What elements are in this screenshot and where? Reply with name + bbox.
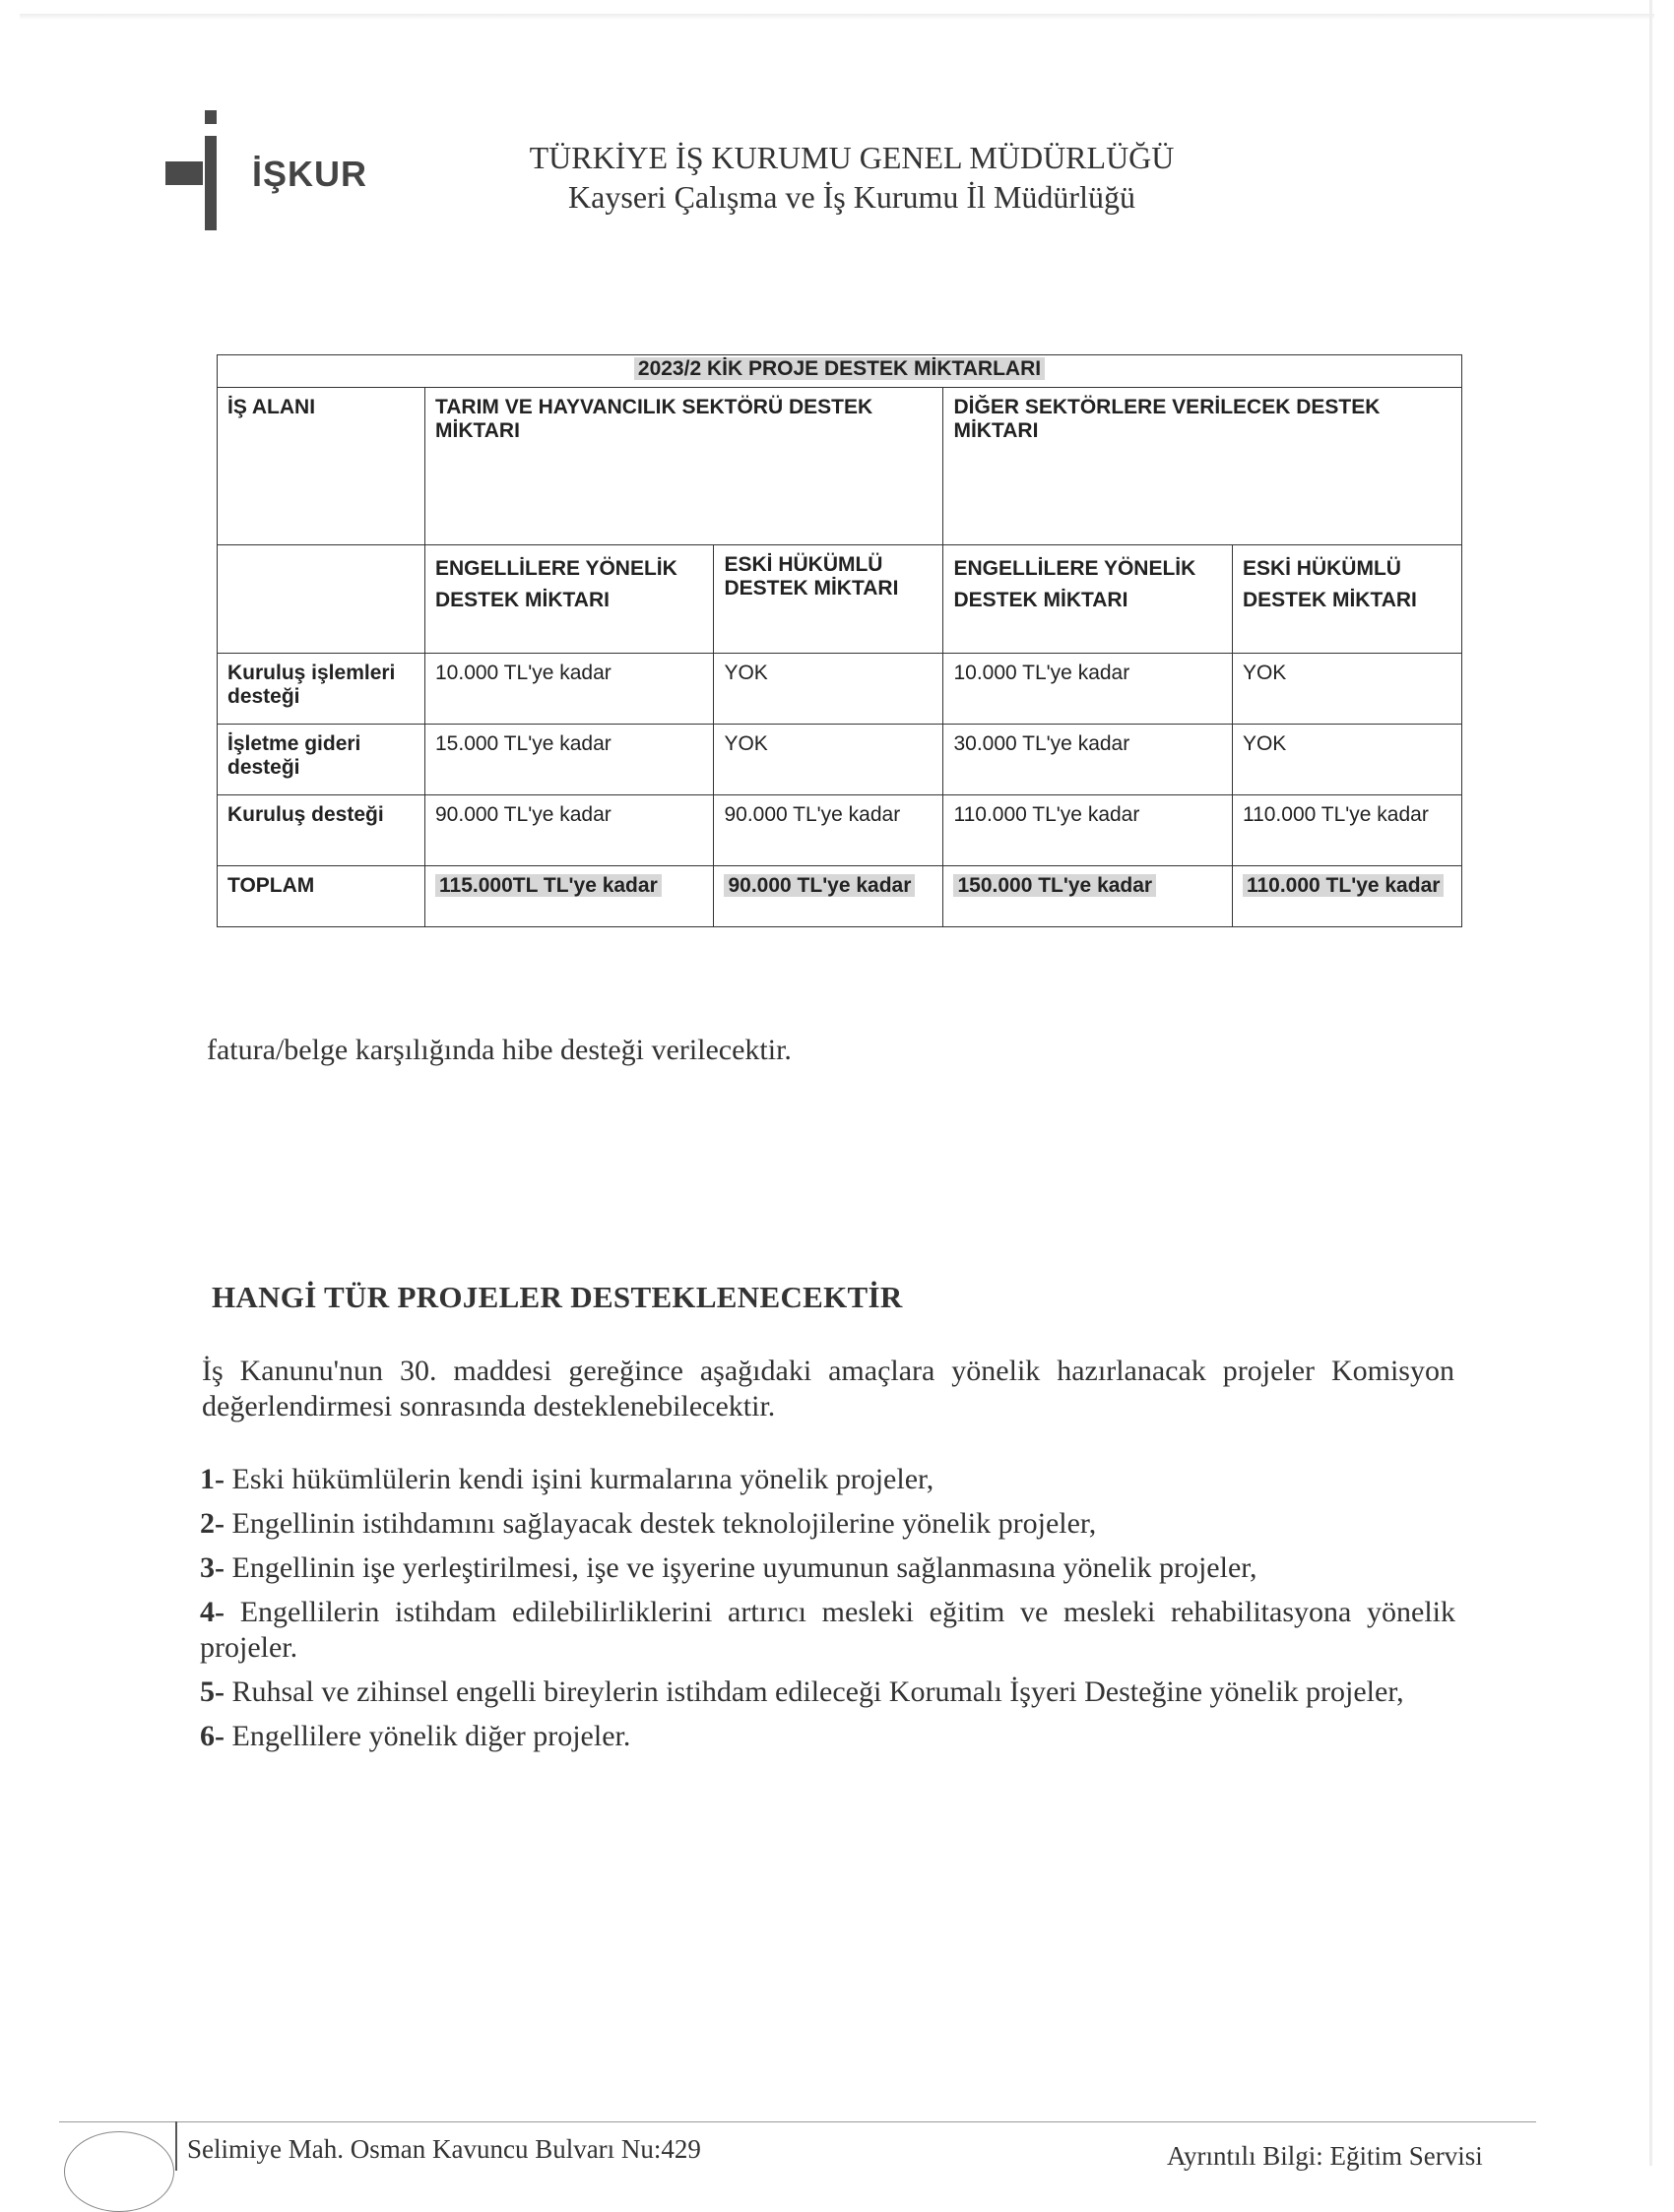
institution-name: TÜRKİYE İŞ KURUMU GENEL MÜDÜRLÜĞÜ <box>529 140 1175 175</box>
table-caption-row <box>218 355 1462 388</box>
footer-divider <box>175 2121 177 2171</box>
footer-address: Selimiye Mah. Osman Kavuncu Bulvarı Nu:429 <box>187 2134 701 2164</box>
logo-mark-dot <box>205 110 217 124</box>
table-cell: YOK <box>714 725 943 795</box>
total-cell: 115.000TL TL'ye kadar <box>425 866 714 927</box>
list-item: 2- Engellinin istihdamını sağlayacak destek teknolojilerine yönelik projeler, <box>200 1507 1097 1540</box>
footer-rule <box>59 2121 1536 2122</box>
list-item: 5- Ruhsal ve zihinsel engelli bireylerin istihdam edileceği Korumalı İşyeri Desteğine yönelik projeler, <box>200 1675 1404 1708</box>
header-empty-cell <box>218 545 425 654</box>
sub-header-cell: ESKİ HÜKÜMLÜ DESTEK MİKTARI <box>1232 545 1461 654</box>
table-cell: 30.000 TL'ye kadar <box>943 725 1232 795</box>
logo-text: İŞKUR <box>252 154 368 194</box>
directorate-name: Kayseri Çalışma ve İş Kurumu İl Müdürlüğü <box>568 179 1135 215</box>
grant-note: fatura/belge karşılığında hibe desteği verilecektir. <box>207 1034 792 1066</box>
table-cell: YOK <box>714 654 943 725</box>
section-heading: HANGİ TÜR PROJELER DESTEKLENECEKTİR <box>212 1280 903 1314</box>
row-label: Kuruluş işlemleri desteği <box>218 654 425 725</box>
list-item: 6- Engellilere yönelik diğer projeler. <box>200 1720 631 1752</box>
total-cell: 150.000 TL'ye kadar <box>943 866 1232 927</box>
table-sub-header-row <box>218 545 1462 654</box>
table-row <box>218 725 1462 795</box>
list-item: 3- Engellinin işe yerleştirilmesi, işe ve işyerine uyumunun sağlanmasına yönelik projeler, <box>200 1551 1257 1584</box>
scan-top-edge <box>20 14 1654 20</box>
section-paragraph: İş Kanunu'nun 30. maddesi gereğince aşağıdaki amaçlara yönelik hazırlanacak projeler Komisyon değerlendirmesi sonrasında desteklenebilecektir. <box>202 1355 1454 1422</box>
header-diger-group: DİĞER SEKTÖRLERE VERİLECEK DESTEK MİKTARI <box>943 388 1462 545</box>
logo-mark-arm <box>165 161 203 185</box>
table-cell: 15.000 TL'ye kadar <box>425 725 714 795</box>
table-cell: 10.000 TL'ye kadar <box>425 654 714 725</box>
list-item: 4- Engellilerin istihdam edilebilirliklerini artırıcı mesleki eğitim ve mesleki rehabilitasyona yönelik projeler. <box>200 1596 1455 1664</box>
list-item: 1- Eski hükümlülerin kendi işini kurmalarına yönelik projeler, <box>200 1463 934 1495</box>
table-cell: 110.000 TL'ye kadar <box>1232 795 1461 866</box>
table-total-row <box>218 866 1462 927</box>
row-label: Kuruluş desteği <box>218 795 425 866</box>
iskur-logo <box>165 110 402 233</box>
table-caption: 2023/2 KİK PROJE DESTEK MİKTARLARI <box>218 355 1462 388</box>
sub-header-cell: ESKİ HÜKÜMLÜ DESTEK MİKTARI <box>714 545 943 654</box>
table-cell: 90.000 TL'ye kadar <box>714 795 943 866</box>
row-label: İşletme gideri desteği <box>218 725 425 795</box>
row-label: TOPLAM <box>218 866 425 927</box>
table-cell: YOK <box>1232 725 1461 795</box>
scan-right-edge <box>1649 0 1652 2166</box>
footer-info: Ayrıntılı Bilgi: Eğitim Servisi <box>1167 2141 1483 2171</box>
support-amounts-table <box>217 354 1462 927</box>
table-cell: 10.000 TL'ye kadar <box>943 654 1232 725</box>
header-is-alani: İŞ ALANI <box>218 388 425 545</box>
table-cell: YOK <box>1232 654 1461 725</box>
table-cell: 90.000 TL'ye kadar <box>425 795 714 866</box>
total-cell: 110.000 TL'ye kadar <box>1232 866 1461 927</box>
table-row <box>218 654 1462 725</box>
header-tarim-group: TARIM VE HAYVANCILIK SEKTÖRÜ DESTEK MİKTARI <box>425 388 943 545</box>
table-row <box>218 795 1462 866</box>
institution-header <box>492 138 1211 217</box>
sub-header-cell: ENGELLİLERE YÖNELİK DESTEK MİKTARI <box>425 545 714 654</box>
ministry-seal-icon <box>64 2131 174 2212</box>
logo-mark-stem <box>205 136 217 230</box>
total-cell: 90.000 TL'ye kadar <box>714 866 943 927</box>
project-list <box>200 1462 1455 1763</box>
table-cell: 110.000 TL'ye kadar <box>943 795 1232 866</box>
table-group-header-row <box>218 388 1462 545</box>
sub-header-cell: ENGELLİLERE YÖNELİK DESTEK MİKTARI <box>943 545 1232 654</box>
